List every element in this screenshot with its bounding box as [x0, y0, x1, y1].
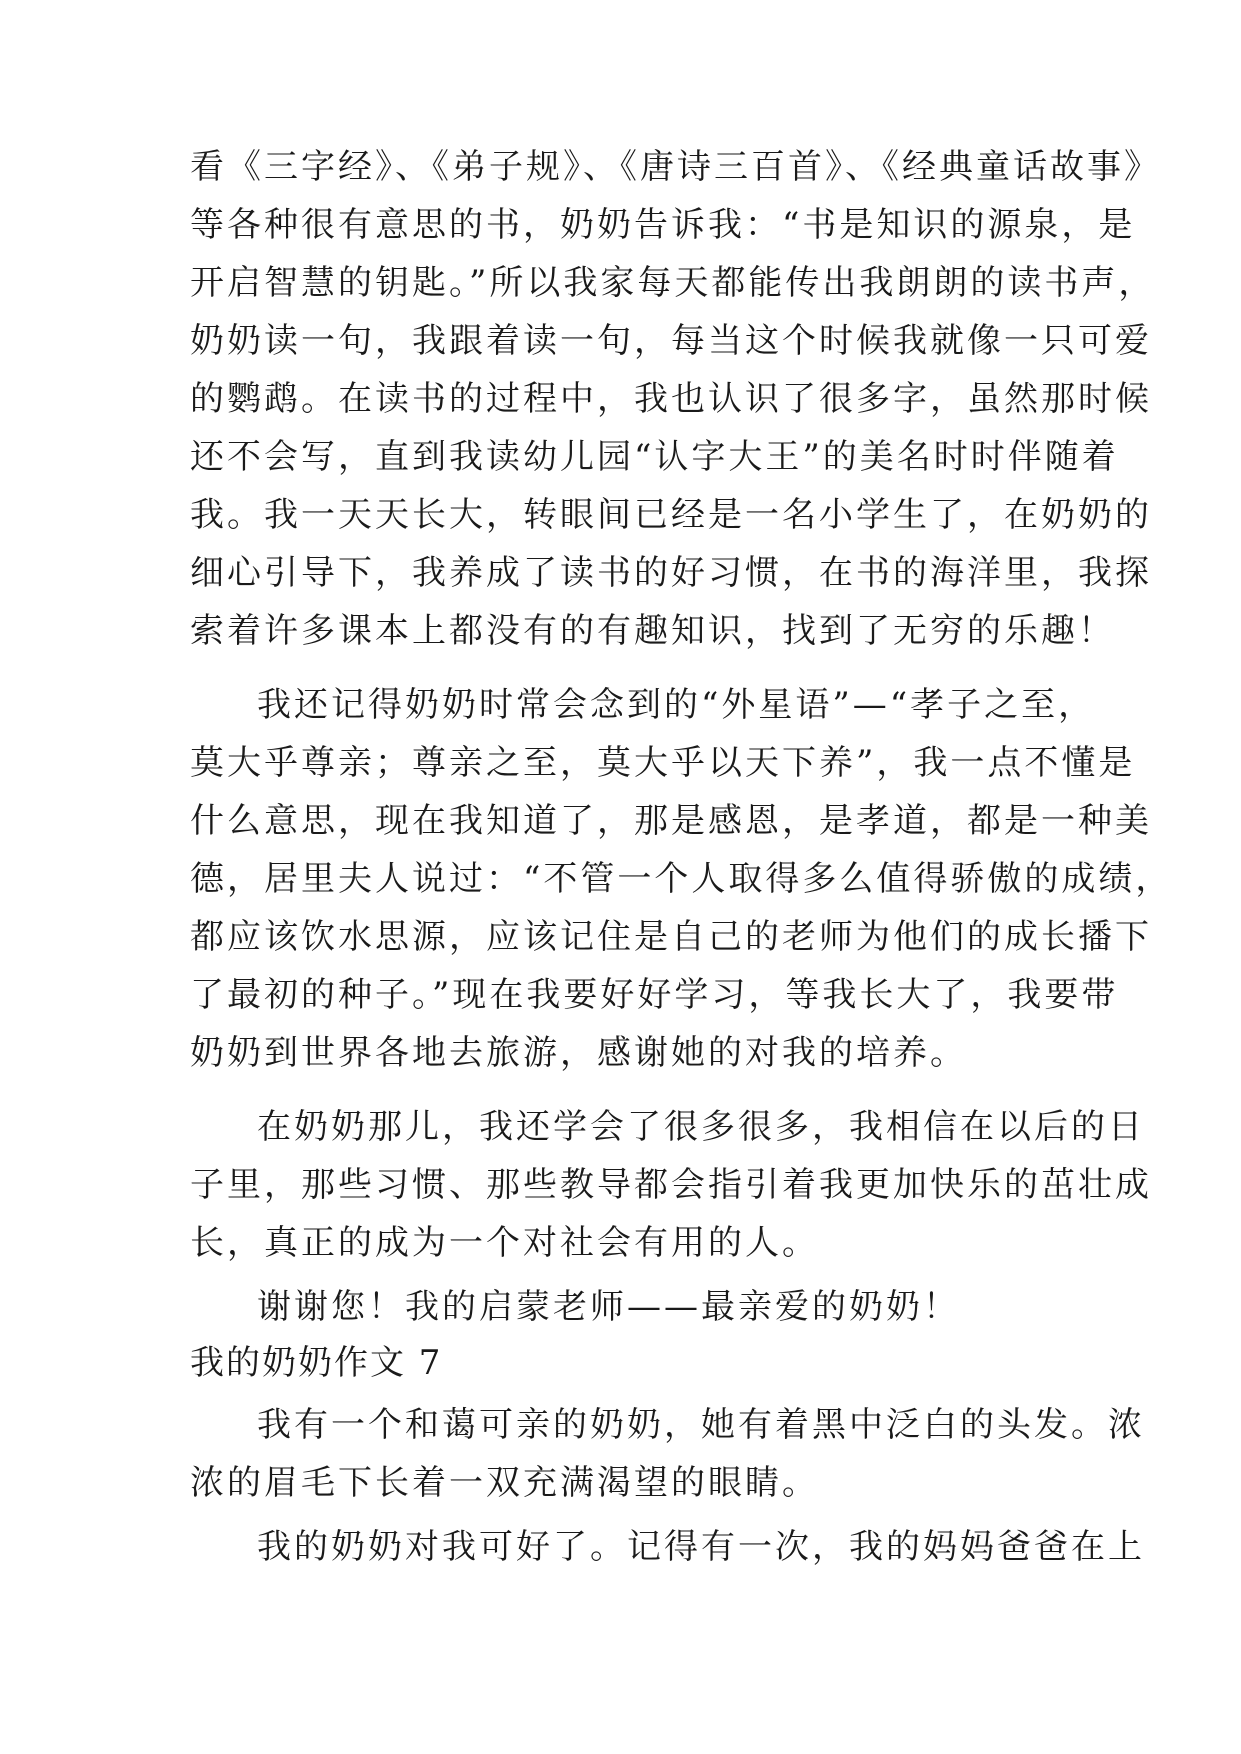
- text-line: 子里，那些习惯、那些教导都会指引着我更加快乐的茁壮成: [190, 1165, 1152, 1205]
- text-line: 浓的眉毛下长着一双充满渴望的眼睛。: [190, 1463, 819, 1503]
- text-line: 还不会写，直到我读幼儿园“认字大王”的美名时时伴随着: [190, 437, 1119, 477]
- paragraph-first-line: 谢谢您！我的启蒙老师——最亲爱的奶奶！: [257, 1287, 960, 1327]
- text-line: 德，居里夫人说过：“不管一个人取得多么值得骄傲的成绩，: [190, 859, 1173, 899]
- text-line: 奶奶到世界各地去旅游，感谢她的对我的培养。: [190, 1033, 967, 1073]
- section-heading: 我的奶奶作文 7: [190, 1343, 443, 1383]
- text-line: 都应该饮水思源，应该记住是自己的老师为他们的成长播下: [190, 917, 1152, 957]
- paragraph-first-line: 我有一个和蔼可亲的奶奶，她有着黑中泛白的头发。浓: [257, 1405, 1145, 1445]
- text-line: 看《三字经》、《弟子规》、《唐诗三百首》、《经典童话故事》: [190, 147, 1161, 187]
- paragraph-first-line: 我的奶奶对我可好了。记得有一次，我的妈妈爸爸在上: [257, 1527, 1145, 1567]
- text-line: 等各种很有意思的书，奶奶告诉我：“书是知识的源泉，是: [190, 205, 1136, 245]
- text-line: 细心引导下，我养成了读书的好习惯，在书的海洋里，我探: [190, 553, 1152, 593]
- text-line: 的鹦鹉。在读书的过程中，我也认识了很多字，虽然那时候: [190, 379, 1152, 419]
- text-line: 奶奶读一句，我跟着读一句，每当这个时候我就像一只可爱: [190, 321, 1152, 361]
- text-line: 莫大乎尊亲；尊亲之至，莫大乎以天下养”，我一点不懂是: [190, 743, 1136, 783]
- text-line: 我。我一天天长大，转眼间已经是一名小学生了，在奶奶的: [190, 495, 1152, 535]
- paragraph-first-line: 我还记得奶奶时常会念到的“外星语”—“孝子之至，: [257, 685, 1096, 725]
- text-line: 长，真正的成为一个对社会有用的人。: [190, 1223, 819, 1263]
- text-line: 开启智慧的钥匙。”所以我家每天都能传出我朗朗的读书声，: [190, 263, 1156, 303]
- text-line: 了最初的种子。”现在我要好好学习，等我长大了，我要带: [190, 975, 1119, 1015]
- paragraph-first-line: 在奶奶那儿，我还学会了很多很多，我相信在以后的日: [257, 1107, 1145, 1147]
- text-line: 索着许多课本上都没有的有趣知识，找到了无穷的乐趣！: [190, 611, 1115, 651]
- text-line: 什么意思，现在我知道了，那是感恩，是孝道，都是一种美: [190, 801, 1152, 841]
